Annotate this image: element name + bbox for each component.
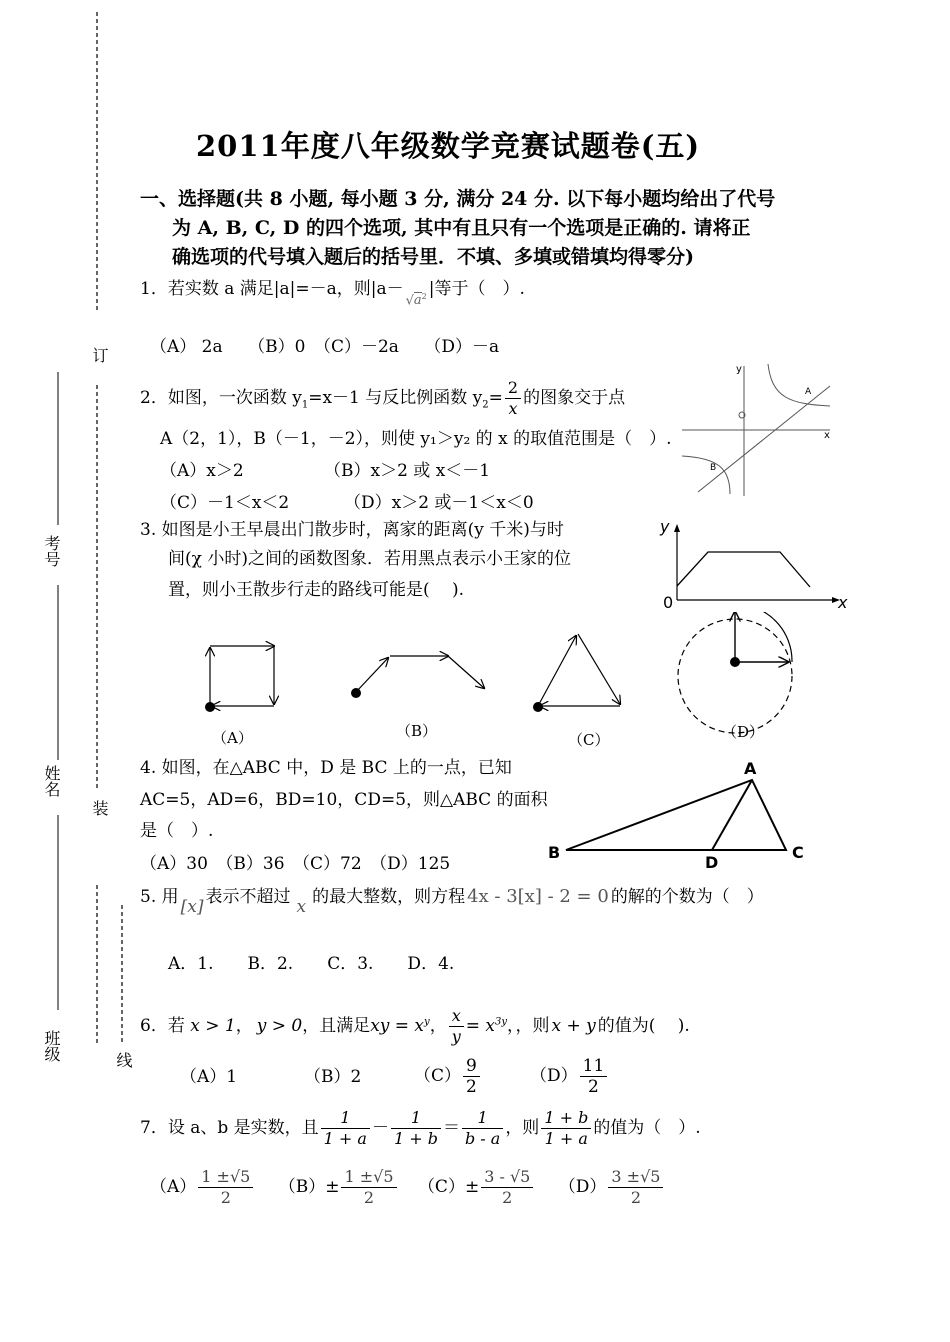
q7-a-den: 2: [220, 1188, 231, 1207]
q5-bracket: [x]: [180, 897, 204, 917]
q7-a-num: 1 ±√5: [198, 1167, 253, 1188]
binding-margin: [0, 0, 140, 1342]
q6-frac-den: y: [449, 1026, 464, 1047]
q1-sqrt-label: a: [413, 293, 422, 308]
q6-option-a: （A）1: [180, 1067, 238, 1087]
q7-f3-den: b - a: [464, 1129, 501, 1148]
q6-stem-b: ，且满足: [302, 1016, 371, 1036]
q7-frac-3: [462, 1108, 503, 1149]
q6-fraction: [449, 1006, 464, 1047]
q6-cond-1: x > 1: [190, 1016, 236, 1036]
route-d: [678, 612, 792, 733]
q2-fraction: [505, 378, 521, 419]
q7-b-den: 2: [363, 1188, 375, 1207]
q7-option-c-frac: [481, 1167, 533, 1208]
q2-graph-y-label: y: [736, 364, 742, 375]
q7-f2-den: 1 + b: [393, 1129, 438, 1148]
q6-option-d-frac: [580, 1056, 608, 1097]
q7-c-den: 2: [502, 1188, 513, 1207]
q7-stem: 7．设 a、b 是实数，且 $\frac{1}{1 + a}$ － $\frac{1}{1 + b}$ ＝ $\frac{1}{b - a}$ ，则 $\frac{1 + b}{1 + a}$ 的值为（ ）.: [140, 1108, 701, 1148]
route-b: [351, 656, 484, 698]
q7-option-d-label: （D）: [558, 1177, 607, 1197]
q5-equation: 4x - 3[x] - 2 = 0: [467, 886, 609, 907]
q5-options: A．1. B．2. C．3. D．4.: [168, 954, 455, 974]
q3-route-diagrams: [190, 612, 810, 752]
q6-option-b: （B）2: [304, 1067, 362, 1087]
q1-stem-b: |等于（ ）.: [428, 279, 525, 299]
q6-c-den: 2: [466, 1077, 477, 1097]
q6-eq1-sup: y: [424, 1016, 430, 1028]
q4-vertex-c: C: [792, 843, 804, 862]
q3-line3: 置，则小王散步行走的路线可能是( ).: [168, 580, 465, 600]
q5-stem: [140, 886, 764, 918]
q2-option-a: （A）x＞2: [160, 461, 244, 481]
q7-f1-num: 1: [321, 1108, 370, 1129]
route-c: [533, 634, 620, 712]
q3-label-d: （D）: [722, 723, 765, 741]
q2-frac-num: 2: [505, 378, 521, 399]
q5-stem-c: 的最大整数，则方程: [312, 887, 466, 907]
q2-graph-point-b: B: [710, 463, 717, 473]
q5-stem-a: 5. 用: [140, 887, 179, 907]
q6-stem-a: 6．若: [140, 1016, 185, 1036]
q7-options: [150, 1164, 665, 1210]
q6-option-c: [414, 1052, 482, 1100]
q2-line2: A（2，1），B（－1，－2），则使 y₁＞y₂ 的 x 的取值范围是（ ）.: [160, 429, 672, 449]
binding-label-kaohao: 考号: [42, 535, 61, 567]
q6-option-d-label: （D）: [530, 1066, 578, 1086]
q7-f4-num: 1 + b: [541, 1108, 591, 1129]
q1-options: （A） 2a （B）0 （C）－2a （D）－a: [150, 337, 500, 357]
q2-stem-a: 2．如图，一次函数 y: [140, 388, 302, 408]
binding-label-ding: 订: [90, 347, 109, 363]
q4-line1: 4. 如图，在△ABC 中，D 是 BC 上的一点，已知: [140, 758, 512, 778]
q7-b-num: 1 ±√5: [341, 1167, 396, 1188]
section-heading-line2: 为 A, B, C, D 的四个选项, 其中有且只有一个选项是正确的. 请将正: [172, 217, 751, 239]
q7-option-a-frac: [198, 1167, 253, 1208]
q7-option-a-label: （A）: [150, 1177, 197, 1197]
q3-label-a: （A）: [212, 729, 253, 747]
binding-label-zhuang: 装: [90, 800, 109, 816]
q6-eq2: = x: [465, 1016, 495, 1036]
q7-d-den: 2: [630, 1188, 641, 1207]
q3-label-b: （B）: [396, 722, 438, 740]
q6-stem: 6．若 x > 1， y > 0，且满足xy = $x^y$， $\frac{x}{y}$ = $x^{3y}$，，则 x + y 的值为( ).: [140, 1006, 690, 1046]
q2-graph-point-a: A: [805, 387, 812, 397]
page-title: 2011年度八年级数学竞赛试题卷(五): [196, 129, 701, 163]
q7-f1-den: 1 + a: [323, 1129, 367, 1148]
q7-stem-a: 7．设 a、b 是实数，且: [140, 1118, 319, 1138]
q5-stem-b: 表示不超过: [205, 887, 291, 907]
binding-label-banji: 班级: [42, 1030, 61, 1062]
q6-eq1: xy = x: [370, 1016, 425, 1036]
q3-line1: 3. 如图是小王早晨出门散步时，离家的距离(y 千米)与时: [140, 520, 564, 540]
q7-frac-2: [391, 1108, 441, 1149]
q6-option-c-frac: [463, 1056, 480, 1097]
q6-stem-c: ，则: [515, 1016, 550, 1036]
q1-stem: [140, 278, 525, 312]
q7-frac-1: [321, 1108, 370, 1149]
q2-graph-x-label: x: [824, 430, 830, 441]
q4-vertex-b: B: [548, 843, 561, 862]
q5-stem-d: 的解的个数为（ ）: [610, 887, 764, 907]
q7-d-num: 3 ±√5: [608, 1167, 663, 1188]
q2-option-c: （C）－1＜x＜2: [160, 493, 290, 513]
q4-point-d: D: [705, 853, 719, 872]
q6-option-c-label: （C）: [414, 1066, 462, 1086]
route-a: [205, 646, 274, 712]
q2-frac-den: x: [508, 399, 518, 418]
q3-graph-origin-label: 0: [663, 593, 674, 612]
q2-option-b: （B）x＞2 或 x＜－1: [324, 461, 491, 481]
q4-options: （A）30 （B）36 （C）72 （D）125: [140, 854, 451, 874]
q7-frac-4: [541, 1108, 591, 1149]
q2-stem-c: 的图象交于点: [523, 388, 626, 408]
q7-option-d-frac: [608, 1167, 663, 1208]
q7-stem-b: ，则: [505, 1118, 540, 1138]
q7-option-c-label: （C）±: [417, 1177, 480, 1197]
q6-cond-2: y > 0: [256, 1016, 303, 1036]
q6-stem-d: 的值为( ).: [597, 1016, 690, 1036]
q3-graph-x-label: x: [838, 593, 848, 612]
q3-distance-graph: [650, 512, 850, 614]
section-heading-line1: 一、选择题(共 8 小题, 每小题 3 分, 满分 24 分. 以下每小题均给出了代号: [140, 188, 776, 210]
q4-line2: AC=5，AD=6，BD=10，CD=5，则△ABC 的面积: [140, 790, 548, 810]
q7-stem-c: 的值为（ ）.: [593, 1118, 701, 1138]
q7-f4-den: 1 + a: [544, 1129, 588, 1148]
binding-label-xian: 线: [114, 1052, 133, 1068]
q6-eq2-sup: 3y: [494, 1016, 507, 1028]
q3-line2: 间(χ 小时)之间的函数图象．若用黑点表示小王家的位: [168, 549, 571, 569]
q1-stem-a: 1．若实数 a 满足|a|=－a，则|a－: [140, 279, 404, 299]
q2-stem-b: =x－1 与反比例函数 y: [308, 388, 483, 408]
q6-expr: x + y: [551, 1016, 596, 1036]
q2-option-d: （D）x＞2 或－1＜x＜0: [344, 493, 534, 513]
q1-sqrt: $√a^2$: [405, 291, 427, 308]
q6-frac-num: x: [451, 1006, 461, 1025]
q4-triangle-figure: [540, 756, 820, 872]
q7-option-b-frac: [341, 1167, 396, 1208]
q6-c-num: 9: [463, 1056, 480, 1077]
q7-c-num: 3 - √5: [481, 1167, 533, 1188]
q2-graph: [680, 358, 840, 498]
q4-vertex-a: A: [744, 759, 757, 778]
q7-f2-num: 1: [391, 1108, 441, 1129]
section-heading-line3: 确选项的代号填入题后的括号里．不填、多填或错填均得零分): [172, 246, 694, 268]
q6-d-num: 11: [580, 1056, 608, 1077]
q3-label-c: （C）: [568, 731, 610, 749]
q6-option-d: [530, 1052, 609, 1100]
binding-label-xingming: 姓名: [42, 765, 61, 797]
q6-d-den: 2: [588, 1077, 599, 1097]
q4-line3: 是（ ）.: [140, 821, 214, 841]
q5-var: x: [296, 897, 307, 917]
q2-stem: 2．如图，一次函数 $y_1=x-1$ 与反比例函数 $y_2=$ $\frac{2}{x}$ 的图象交于点: [140, 378, 626, 418]
q7-option-b-label: （B）±: [278, 1177, 340, 1197]
q7-f3-num: 1: [462, 1108, 503, 1129]
q3-graph-y-label: y: [660, 517, 670, 536]
